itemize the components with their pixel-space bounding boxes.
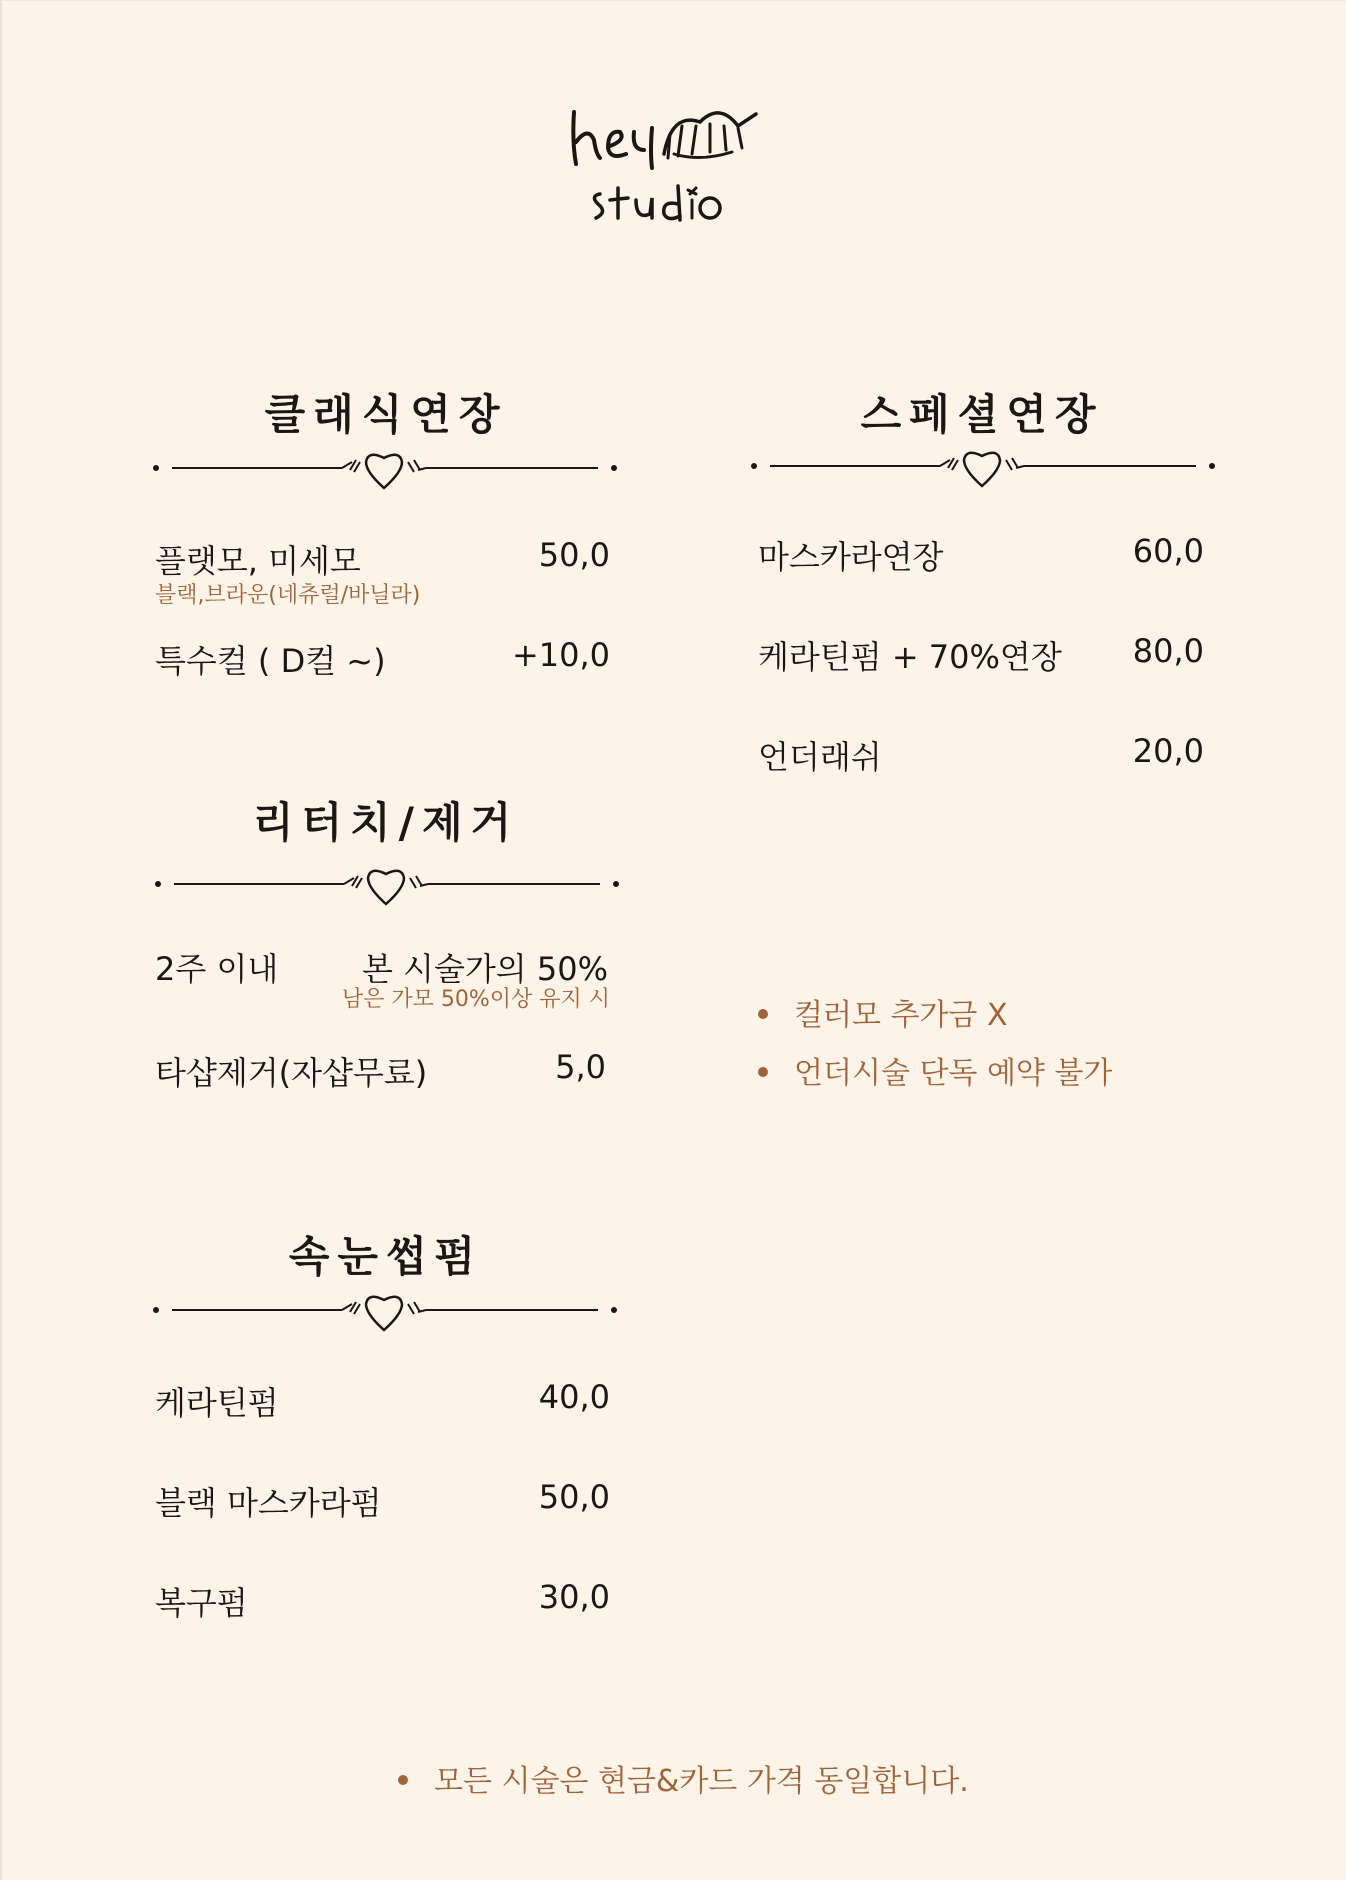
section-divider-retouch (154, 864, 624, 912)
special-item-label: 언더래쉬 (758, 738, 882, 776)
perm-item-price: 50,0 (538, 1478, 610, 1516)
section-divider-perm (152, 1290, 622, 1338)
perm-item-price: 30,0 (538, 1578, 610, 1616)
section-title-perm: 속눈썹펌 (288, 1232, 484, 1281)
retouch-item-price: 5,0 (555, 1048, 606, 1086)
retouch-item-subtext: 남은 가모 50%이상 유지 시 (341, 987, 610, 1012)
footer-note-text: 모든 시술은 현금&카드 가격 동일합니다. (434, 1764, 969, 1799)
retouch-item-price: 본 시술가의 50% (361, 950, 608, 988)
classic-item-label: 플랫모, 미세모 (155, 542, 361, 580)
bullet-icon (758, 1009, 768, 1019)
classic-item-price: +10,0 (511, 636, 610, 674)
footer-note (398, 1756, 969, 1800)
logo-drawing (560, 92, 790, 252)
note-item (758, 1048, 1112, 1092)
section-title-retouch: 리터치/제거 (252, 798, 520, 847)
special-item-label: 케라틴펌 + 70%연장 (758, 638, 1062, 676)
note-text: 언더시술 단독 예약 불가 (794, 1056, 1113, 1091)
retouch-item-label: 2주 이내 (155, 950, 279, 988)
bullet-icon (398, 1775, 408, 1785)
perm-item-label: 케라틴펌 (155, 1384, 279, 1422)
section-divider-classic (152, 448, 622, 496)
classic-item-price: 50,0 (538, 536, 610, 574)
section-title-classic: 클래식연장 (264, 390, 508, 439)
section-title-special: 스페셜연장 (860, 390, 1104, 439)
special-item-label: 마스카라연장 (758, 538, 944, 576)
bullet-icon (758, 1067, 768, 1077)
special-item-price: 60,0 (1132, 532, 1204, 570)
classic-item-subtext: 블랙,브라운(네츄럴/바닐라) (155, 583, 421, 608)
classic-item-label: 특수컬 ( D컬 ~) (155, 642, 386, 680)
perm-item-label: 블랙 마스카라펌 (155, 1484, 382, 1522)
studio-logo (560, 92, 790, 252)
retouch-item-label: 타샵제거(자샵무료) (155, 1054, 428, 1092)
note-item (758, 990, 1008, 1034)
note-text: 컬러모 추가금 X (794, 998, 1008, 1033)
special-item-price: 80,0 (1132, 632, 1204, 670)
special-item-price: 20,0 (1132, 732, 1204, 770)
perm-item-price: 40,0 (538, 1378, 610, 1416)
section-divider-special (750, 446, 1220, 494)
perm-item-label: 복구펌 (155, 1584, 248, 1622)
